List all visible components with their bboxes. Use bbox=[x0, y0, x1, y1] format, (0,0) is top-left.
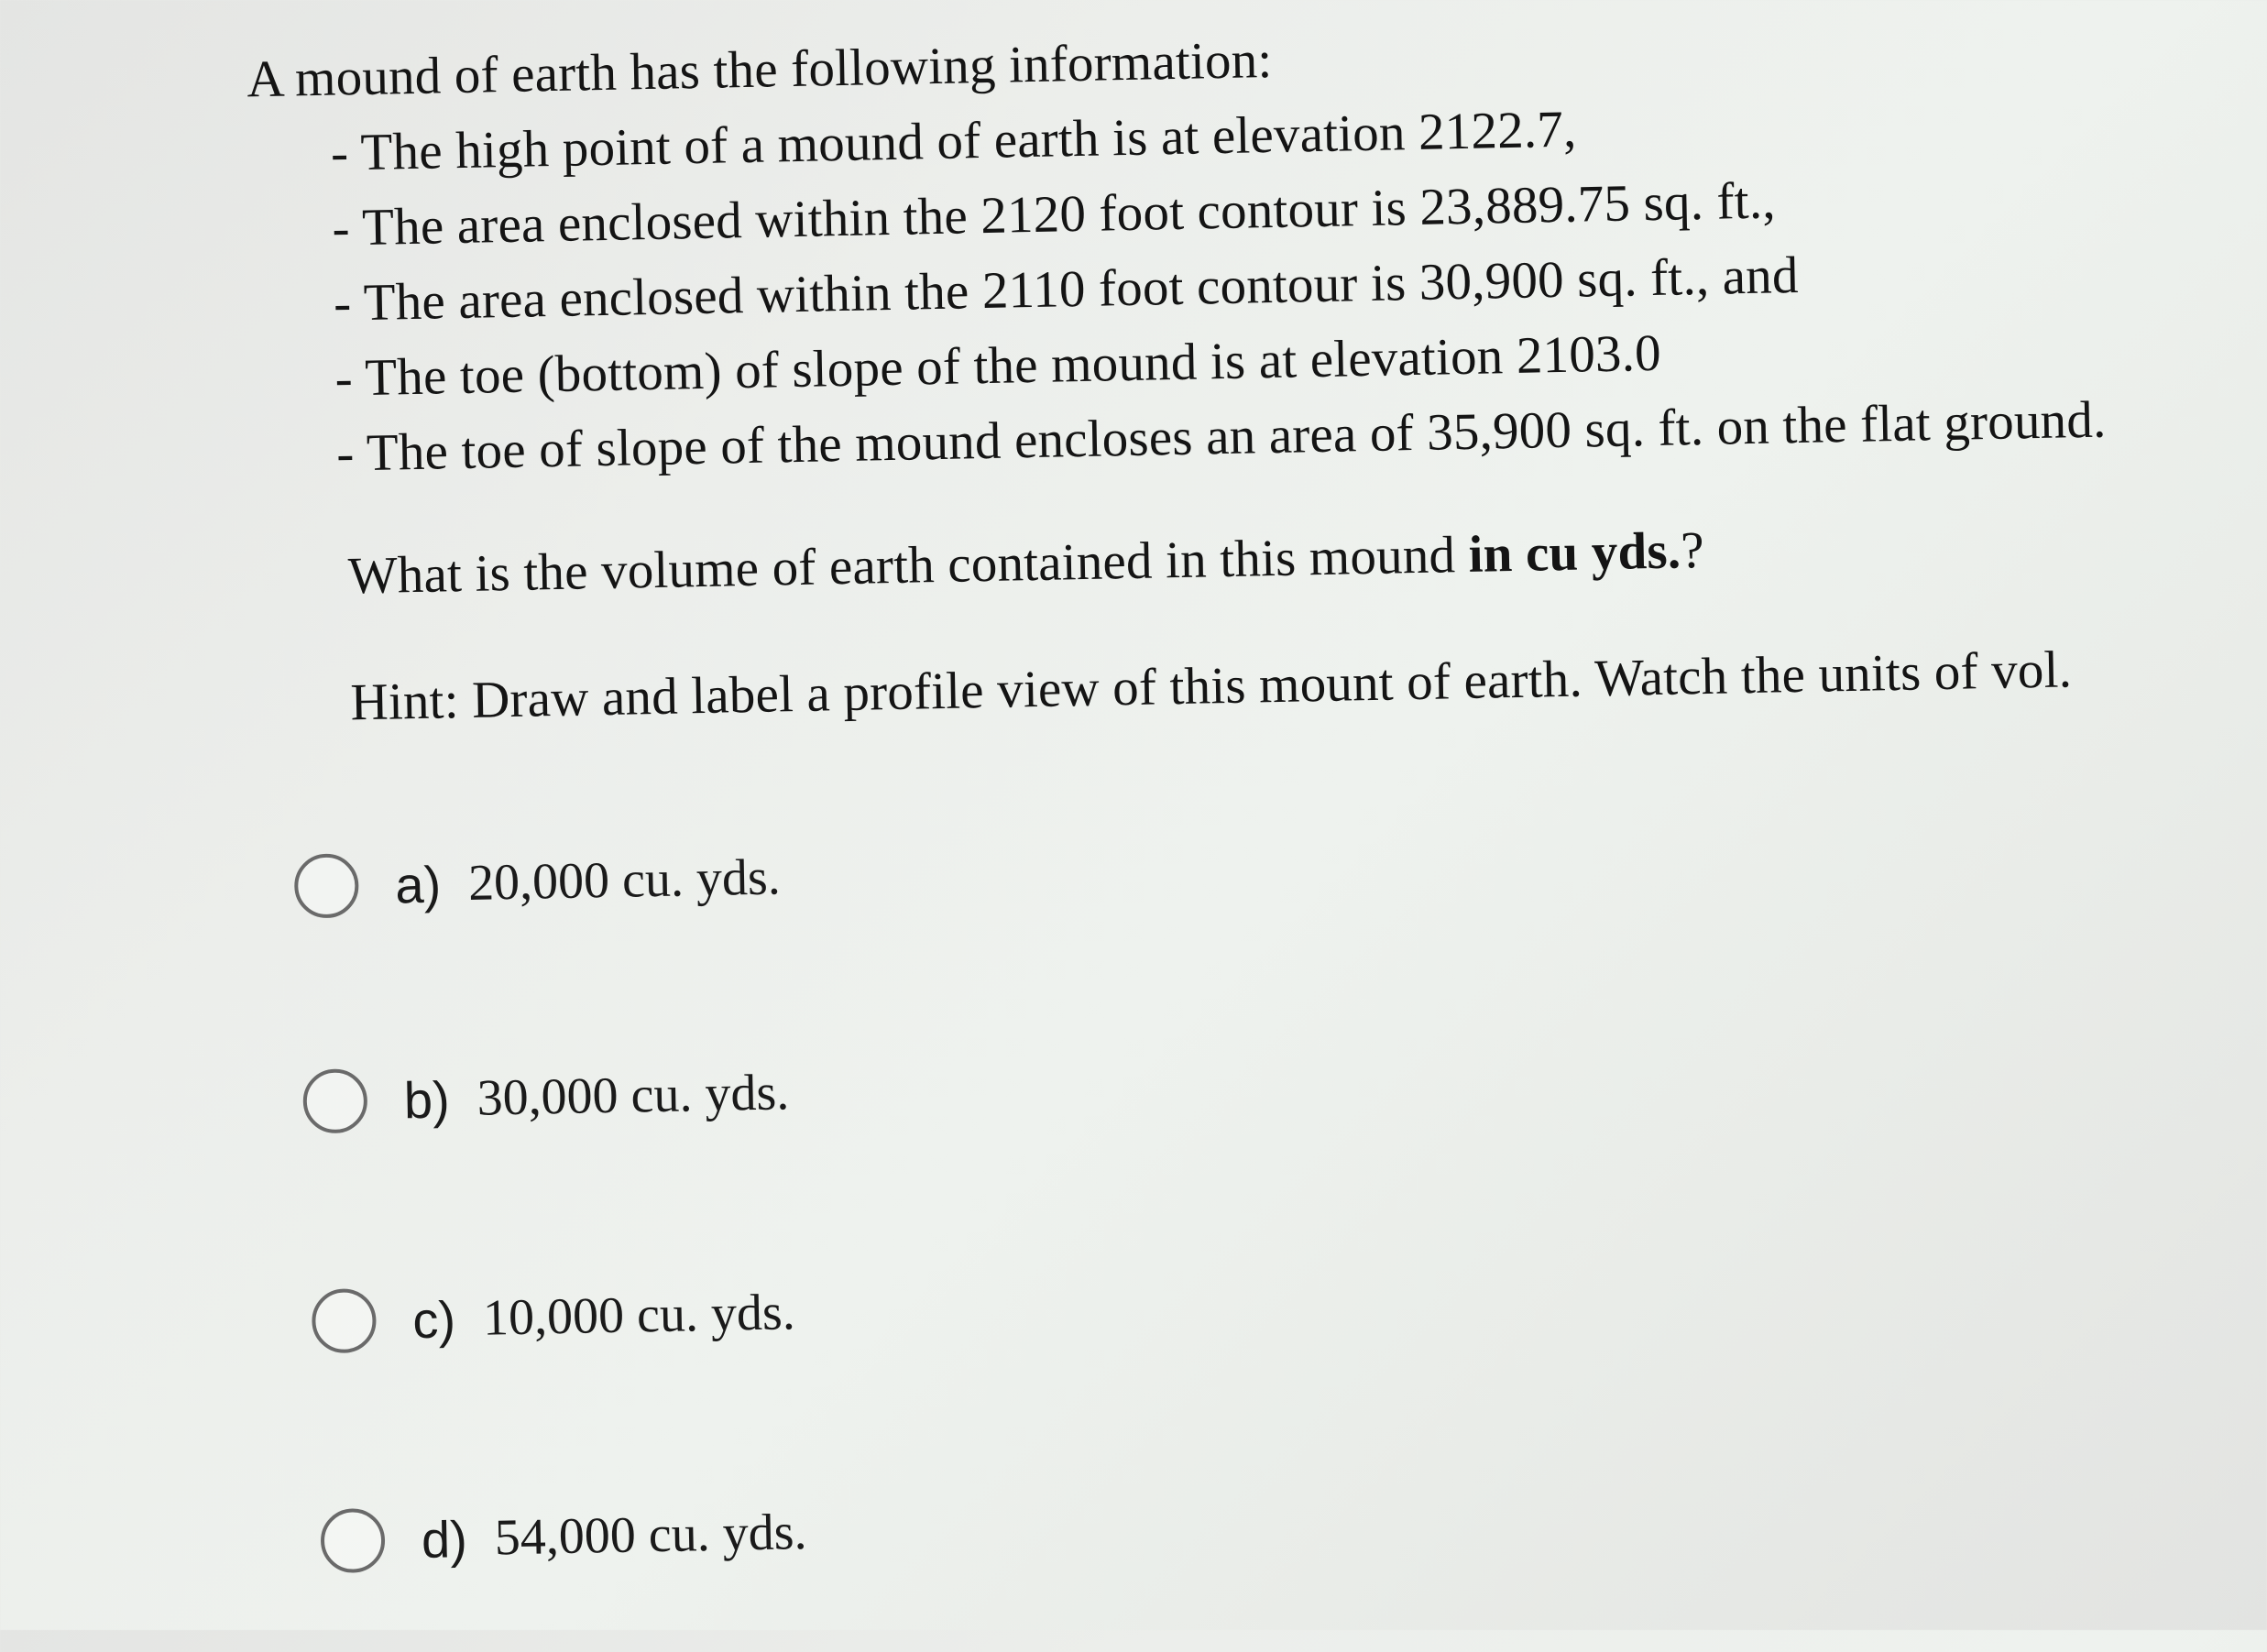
option-letter-a: a) bbox=[394, 855, 442, 914]
info-bullet-toe-area: - The toe of slope of the mound encloses an area of 35,900 sq. ft. on the flat ground. bbox=[335, 390, 2108, 483]
radio-button-a[interactable] bbox=[294, 853, 359, 918]
option-letter-c: c) bbox=[411, 1289, 456, 1349]
option-text-a: 20,000 cu. yds. bbox=[467, 848, 782, 912]
option-text-c: 10,000 cu. yds. bbox=[482, 1284, 796, 1347]
info-bullet-high-point: - The high point of a mound of earth is at elevation 2122.7, bbox=[330, 100, 1577, 182]
info-bullet-2120-contour: - The area enclosed within the 2120 foot contour is 23,889.75 sq. ft., bbox=[331, 171, 1777, 257]
question-text bbox=[347, 520, 1704, 607]
info-bullet-toe-elevation: - The toe (bottom) of slope of the mound is at elevation 2103.0 bbox=[334, 323, 1662, 408]
radio-button-b[interactable] bbox=[302, 1068, 367, 1133]
problem-intro: A mound of earth has the following information: bbox=[246, 30, 1273, 109]
option-text-b: 30,000 cu. yds. bbox=[476, 1064, 790, 1127]
option-text-d: 54,000 cu. yds. bbox=[494, 1503, 808, 1567]
option-letter-b: b) bbox=[403, 1069, 451, 1129]
question-units: in cu yds. bbox=[1467, 521, 1681, 584]
hint-text: Hint: Draw and label a profile view of this mount of earth. Watch the units of vol. bbox=[349, 640, 2073, 732]
info-bullet-2110-contour: - The area enclosed within the 2110 foot contour is 30,900 sq. ft., and bbox=[333, 246, 1800, 333]
option-letter-d: d) bbox=[421, 1509, 468, 1569]
answer-option-a[interactable] bbox=[294, 845, 782, 918]
radio-button-d[interactable] bbox=[320, 1508, 385, 1573]
answer-option-c[interactable] bbox=[312, 1280, 796, 1353]
question-prefix: What is the volume of earth contained in this mound bbox=[347, 525, 1470, 606]
radio-button-c[interactable] bbox=[312, 1288, 377, 1353]
answer-option-b[interactable] bbox=[302, 1060, 790, 1133]
answer-option-d[interactable] bbox=[320, 1500, 807, 1573]
question-suffix: ? bbox=[1680, 520, 1705, 580]
